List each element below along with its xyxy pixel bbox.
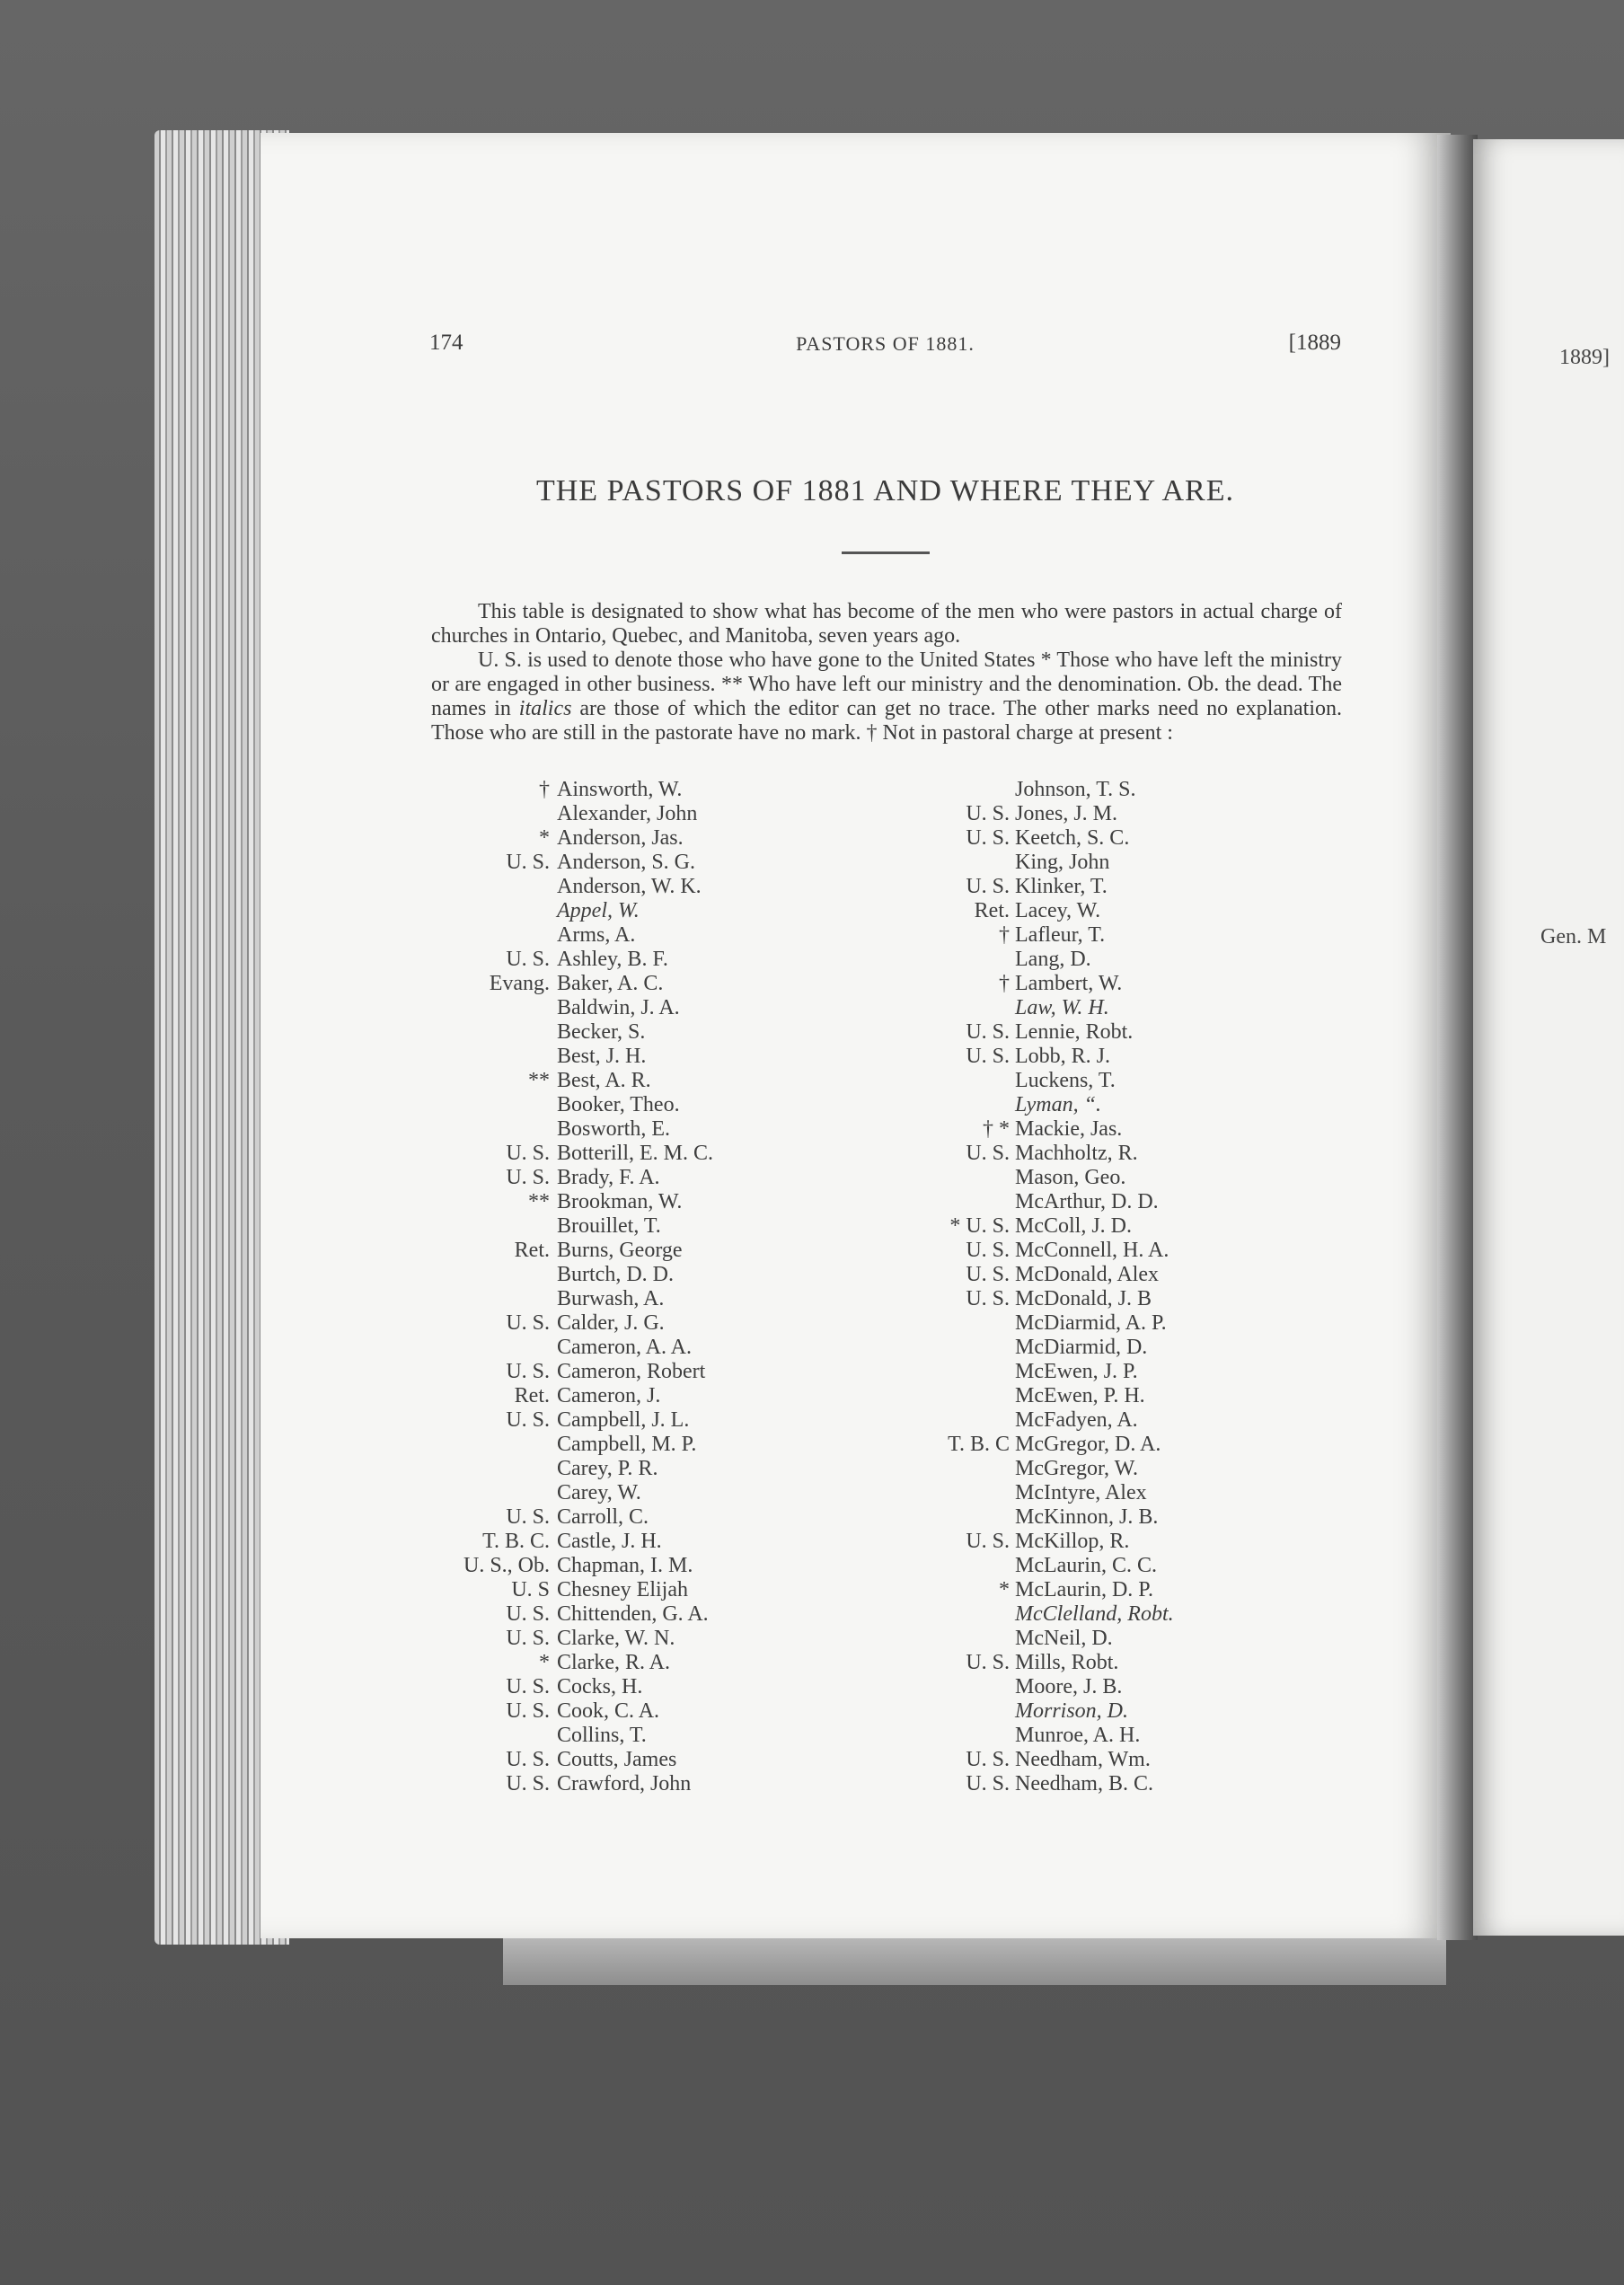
facing-page [1473, 139, 1624, 1936]
pastor-name: Castle, J. H. [557, 1530, 662, 1553]
pastor-name: Brouillet, T. [557, 1214, 661, 1238]
pastor-name: Campbell, J. L. [557, 1408, 690, 1432]
status-mark: U. S. [506, 1166, 550, 1189]
pastor-name: McEwen, J. P. [1015, 1360, 1138, 1383]
intro-paragraph-2-part-a: U. S. is used to denote those who have gone to the United States * Those who have left the ministry or are engaged in other business. ** Who have left our ministry and the denomination. Ob. the dead. The names in [431, 648, 1342, 720]
pastor-name: Crawford, John [557, 1772, 692, 1795]
pastor-name: McKillop, R. [1015, 1530, 1130, 1553]
pastor-name: Lafleur, T. [1015, 923, 1106, 947]
pastor-name: Brady, F. A. [557, 1166, 660, 1189]
intro-paragraph-2-part-b: are those of which the editor can get no trace. The other marks need no explanation. Those who are still in the pastorate have no mark. † Not in pastoral charge at present : [431, 697, 1342, 745]
pastor-name: Alexander, John [557, 802, 698, 825]
status-mark: * U. S. [949, 1214, 1010, 1238]
pastor-name: Chesney Elijah [557, 1578, 688, 1601]
pastor-name: Carroll, C. [557, 1505, 649, 1529]
status-mark: U. S. [506, 1360, 550, 1383]
status-mark: U. S. [506, 1408, 550, 1432]
status-mark: U. S. [966, 1020, 1010, 1044]
pastor-name: McLaurin, D. P. [1015, 1578, 1153, 1601]
pastor-name: Morrison, D. [1015, 1699, 1129, 1723]
status-mark: U. S. [506, 1627, 550, 1650]
pastor-name: Luckens, T. [1015, 1069, 1116, 1092]
pastor-name: McKinnon, J. B. [1015, 1505, 1159, 1529]
pastor-name: Johnson, T. S. [1015, 778, 1136, 801]
status-mark: Ret. [514, 1239, 550, 1262]
pastor-name: Clarke, W. N. [557, 1627, 675, 1650]
status-mark: * [539, 1651, 550, 1674]
status-mark: U. S. [966, 1287, 1010, 1310]
pastor-name: Lennie, Robt. [1015, 1020, 1134, 1044]
pastor-name: Moore, J. B. [1015, 1675, 1123, 1698]
running-year: [1889 [1288, 331, 1341, 355]
title-rule [842, 551, 930, 554]
intro-italics-word: italics [518, 697, 572, 720]
pastor-name: Machholtz, R. [1015, 1142, 1138, 1165]
pastor-name: McDiarmid, A. P. [1015, 1311, 1167, 1335]
pastor-name: Burns, George [557, 1239, 683, 1262]
pastor-name: Anderson, Jas. [557, 826, 684, 850]
pastor-name: Clarke, R. A. [557, 1651, 670, 1674]
status-mark: U. S. [966, 1239, 1010, 1262]
status-mark: U. S. [966, 1748, 1010, 1771]
status-mark: U. S. [506, 851, 550, 874]
pastor-name: Ashley, B. F. [557, 948, 668, 971]
pastor-name: Mackie, Jas. [1015, 1117, 1123, 1141]
pastor-name: McConnell, H. A. [1015, 1239, 1169, 1262]
status-mark: U. S. [506, 1699, 550, 1723]
pastor-name: Best, J. H. [557, 1045, 647, 1068]
status-mark: U. S. [506, 1772, 550, 1795]
pastor-name: McDonald, Alex [1015, 1263, 1159, 1286]
pastor-name: Chittenden, G. A. [557, 1602, 709, 1626]
pastor-name: Arms, A. [557, 923, 636, 947]
pastor-name: Collins, T. [557, 1724, 647, 1747]
status-mark: † [999, 923, 1010, 947]
status-mark: † [999, 972, 1010, 995]
pastor-name: Klinker, T. [1015, 875, 1108, 898]
status-mark: U. S [511, 1578, 550, 1601]
status-mark: U. S. [966, 826, 1010, 850]
pastor-name: Needham, B. C. [1015, 1772, 1153, 1795]
pastor-name: Needham, Wm. [1015, 1748, 1151, 1771]
pastor-name: McArthur, D. D. [1015, 1190, 1159, 1213]
pastor-name: Law, W. H. [1015, 996, 1109, 1019]
status-mark: † * [983, 1117, 1010, 1141]
status-mark: Ret. [974, 899, 1010, 922]
pastor-name: Appel, W. [557, 899, 640, 922]
intro-paragraph-1: This table is designated to show what has become of the men who were pastors in actual charge of churches in Ontario, Quebec, and Manitoba, seven years ago. [431, 600, 1342, 648]
pastor-name: McColl, J. D. [1015, 1214, 1133, 1238]
status-mark: ** [528, 1069, 550, 1092]
status-mark: U. S. [506, 1602, 550, 1626]
pastor-name: Jones, J. M. [1015, 802, 1118, 825]
pastor-name: Lacey, W. [1015, 899, 1101, 922]
pastor-name: Brookman, W. [557, 1190, 683, 1213]
intro-text [431, 600, 1342, 745]
pastor-name: Lambert, W. [1015, 972, 1123, 995]
pastor-name: Cameron, A. A. [557, 1336, 692, 1359]
pastor-name: McLaurin, C. C. [1015, 1554, 1157, 1577]
pastor-name: Cook, C. A. [557, 1699, 660, 1723]
status-mark: ** [528, 1190, 550, 1213]
pastor-name: Best, A. R. [557, 1069, 651, 1092]
pastor-name: McGregor, W. [1015, 1457, 1139, 1480]
page-title: THE PASTORS OF 1881 AND WHERE THEY ARE. [535, 474, 1235, 507]
status-mark: U. S., Ob. [463, 1554, 550, 1577]
page-number: 174 [429, 331, 463, 355]
pastor-name: Booker, Theo. [557, 1093, 680, 1116]
status-mark: * [999, 1578, 1010, 1601]
status-mark: Evang. [489, 972, 550, 995]
pastor-name: Carey, W. [557, 1481, 641, 1504]
status-mark: U. S. [966, 1045, 1010, 1068]
pastor-name: McDiarmid, D. [1015, 1336, 1148, 1359]
intro-paragraph-2 [431, 648, 1342, 745]
pastor-name: Burtch, D. D. [557, 1263, 674, 1286]
pastor-name: Becker, S. [557, 1020, 646, 1044]
status-mark: T. B. C. [482, 1530, 550, 1553]
pastor-name: Anderson, W. K. [557, 875, 702, 898]
pastor-name: King, John [1015, 851, 1110, 874]
status-mark: * [539, 826, 550, 850]
pastor-name: Carey, P. R. [557, 1457, 658, 1480]
pastor-name: Burwash, A. [557, 1287, 665, 1310]
status-mark: T. B. C [948, 1433, 1010, 1456]
pastor-name: Cameron, J. [557, 1384, 661, 1407]
pastor-name: McIntyre, Alex [1015, 1481, 1147, 1504]
pastor-name: Mason, Geo. [1015, 1166, 1126, 1189]
pastor-name: Lang, D. [1015, 948, 1091, 971]
pastor-name: Chapman, I. M. [557, 1554, 693, 1577]
facing-page-year: 1889] [1559, 346, 1610, 369]
status-mark: U. S. [966, 875, 1010, 898]
pastor-name: McNeil, D. [1015, 1627, 1113, 1650]
status-mark: U. S. [506, 948, 550, 971]
status-mark: U. S. [506, 1505, 550, 1529]
status-mark: U. S. [506, 1675, 550, 1698]
book-gutter [1437, 135, 1478, 1940]
pastor-name: Lobb, R. J. [1015, 1045, 1111, 1068]
status-mark: U. S. [966, 1530, 1010, 1553]
pastor-name: Calder, J. G. [557, 1311, 665, 1335]
running-title: PASTORS OF 1881. [796, 332, 975, 355]
status-mark: U. S. [966, 1651, 1010, 1674]
pastor-name: Coutts, James [557, 1748, 677, 1771]
pastor-name: Lyman, “. [1015, 1093, 1101, 1116]
running-head [429, 331, 1341, 366]
status-mark: U. S. [966, 802, 1010, 825]
pastor-name: Cameron, Robert [557, 1360, 706, 1383]
pastor-name: Campbell, M. P. [557, 1433, 697, 1456]
status-mark: U. S. [966, 1772, 1010, 1795]
status-mark: U. S. [506, 1748, 550, 1771]
pastor-name: Munroe, A. H. [1015, 1724, 1141, 1747]
pastor-name: McClelland, Robt. [1015, 1602, 1174, 1626]
pastor-name: Mills, Robt. [1015, 1651, 1119, 1674]
status-mark: Ret. [514, 1384, 550, 1407]
pastor-name: Baker, A. C. [557, 972, 664, 995]
pastor-name: McDonald, J. B [1015, 1287, 1152, 1310]
pastor-name: Cocks, H. [557, 1675, 643, 1698]
status-mark: U. S. [966, 1263, 1010, 1286]
pastor-name: Baldwin, J. A. [557, 996, 680, 1019]
status-mark: U. S. [506, 1142, 550, 1165]
pastor-name: Keetch, S. C. [1015, 826, 1130, 850]
pastor-name: Bosworth, E. [557, 1117, 670, 1141]
pastor-name: Botterill, E. M. C. [557, 1142, 713, 1165]
status-mark: U. S. [966, 1142, 1010, 1165]
book-bottom-edge [503, 1931, 1446, 1985]
facing-page-fragment: Gen. M [1540, 925, 1607, 948]
status-mark: † [539, 778, 550, 801]
pastor-name: McGregor, D. A. [1015, 1433, 1161, 1456]
pastor-name: McFadyen, A. [1015, 1408, 1138, 1432]
pastor-name: McEwen, P. H. [1015, 1384, 1145, 1407]
pastor-name: Anderson, S. G. [557, 851, 695, 874]
pastor-name: Ainsworth, W. [557, 778, 683, 801]
status-mark: U. S. [506, 1311, 550, 1335]
